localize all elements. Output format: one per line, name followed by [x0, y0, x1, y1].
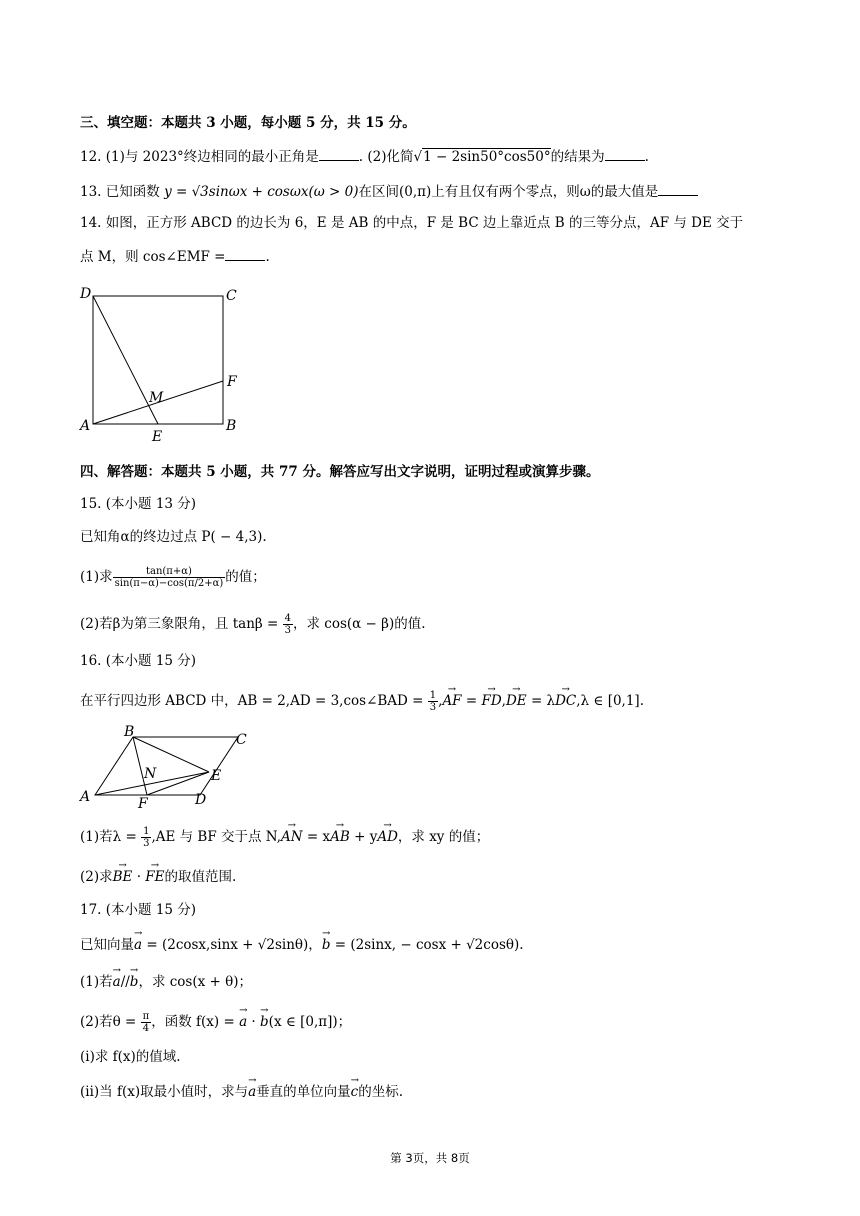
q16-eq2: = λ — [526, 693, 556, 709]
label-f: F — [227, 374, 237, 390]
vec-af: → AF — [442, 691, 461, 711]
label-e2: E — [211, 768, 222, 784]
vec-b: → b — [322, 935, 331, 955]
label-c2: C — [236, 732, 247, 748]
section4-title: 四、解答题：本题共 5 小题，共 77 分。解答应写出文字说明，证明过程或演算步骤。 — [80, 464, 600, 480]
q17-p2-end: (x ∈ [0,π])； — [268, 1014, 352, 1030]
label-c: C — [226, 288, 237, 304]
q15-p2-suffix: ，求 cos(α − β)的值. — [292, 616, 426, 632]
question-12: 12. (1)与 2023°终边相同的最小正角是 . (2)化简√1 − 2sin50°cos50°的结果为 . — [80, 146, 649, 167]
q16-given-den: 3 — [429, 702, 437, 713]
q16-p2-end: 的取值范围. — [164, 869, 237, 885]
vec-de: → DE — [506, 691, 527, 711]
q16-p1-eq: = x — [302, 829, 331, 845]
label-a: A — [80, 418, 91, 434]
q16-header: 16. (本小题 15 分) — [80, 653, 197, 669]
q15-p1-den: sin(π−α)−cos(π/2+α) — [114, 578, 224, 589]
label-d2: D — [195, 792, 207, 808]
q15-given: 已知角α的终边过点 P( − 4,3). — [80, 529, 267, 545]
q12-radicand: 1 − 2sin50°cos50° — [423, 149, 551, 165]
vec-fd: → FD — [481, 691, 501, 711]
q12-part1: 12. (1)与 2023°终边相同的最小正角是 — [80, 149, 319, 165]
q12-blank-1 — [319, 146, 359, 161]
q17-pii-mid: 垂直的单位向量 — [256, 1084, 351, 1100]
q13-blank — [658, 181, 698, 196]
q17-pii-end: 的坐标. — [358, 1084, 404, 1100]
q16-part2 — [80, 867, 236, 887]
section3-title: 三、填空题：本题共 3 小题，每小题 5 分，共 15 分。 — [80, 115, 416, 131]
label-f2: F — [138, 796, 148, 812]
figure-parallelogram — [70, 722, 270, 812]
q14-end: . — [265, 249, 270, 265]
q14-line2-text: 点 M，则 cos∠EMF = — [80, 249, 226, 265]
q15-p2-den: 3 — [284, 625, 291, 636]
q16-p2-dot: · — [132, 869, 146, 885]
vec-a-pii: → a — [248, 1082, 256, 1102]
label-e: E — [152, 429, 163, 445]
q17-given-prefix: 已知向量 — [80, 937, 134, 953]
q16-given-end: ,λ ∈ [0,1]. — [576, 693, 644, 709]
q16-eq1: = — [461, 693, 482, 709]
q17-p1-prefix: (1)若 — [80, 974, 113, 990]
q17-part2-i: (ⅰ)求 f(x)的值域. — [80, 1049, 181, 1065]
vec-b-p1: → b — [130, 972, 139, 992]
q17-part1 — [80, 972, 252, 992]
q14-blank — [225, 246, 265, 261]
q17-given — [80, 935, 524, 955]
q16-given-fraction — [428, 690, 438, 713]
label-a2: A — [80, 789, 91, 805]
parallelogram-abcd — [95, 737, 238, 795]
q12-part2: . (2)化简 — [358, 149, 414, 165]
q17-p2-mid: ，函数 f(x) = — [151, 1014, 240, 1030]
q17-p2-den: 4 — [142, 1023, 150, 1034]
vec-ad: → AD — [377, 827, 398, 847]
q17-part2 — [80, 1011, 351, 1034]
page-footer: 第 3页，共 8页 — [390, 1151, 470, 1165]
q12-part3: 的结果为 — [550, 149, 605, 165]
q17-p2-fraction — [141, 1011, 152, 1034]
vec-an: → AN — [281, 827, 303, 847]
q13-prefix: 13. 已知函数 — [80, 184, 165, 200]
q13-suffix: 在区间(0,π)上有且仅有两个零点，则ω的最大值是 — [358, 184, 659, 200]
q16-p1-prefix: (1)若λ = — [80, 829, 142, 845]
q17-pii-prefix: (ⅱ)当 f(x)取最小值时，求与 — [80, 1084, 249, 1100]
vec-fe: → FE — [145, 867, 164, 887]
q17-p2-dot: · — [247, 1014, 261, 1030]
label-d: D — [80, 286, 92, 302]
q16-p1-end: ，求 xy 的值； — [397, 829, 490, 845]
q17-p1-end: ，求 cos(x + θ)； — [138, 974, 253, 990]
q16-p1-plus: + y — [349, 829, 378, 845]
q17-given-b: = (2sinx, − cosx + √2cosθ). — [330, 937, 524, 953]
q15-p1-suffix: 的值； — [225, 569, 266, 585]
q17-part2-ii — [80, 1082, 403, 1102]
q17-given-a: = (2cosx,sinx + √2sinθ)， — [142, 937, 322, 953]
vec-c: → c — [351, 1082, 359, 1102]
q17-p1-parallel: // — [120, 974, 130, 990]
q15-part1 — [80, 566, 266, 589]
q15-p1-prefix: (1)求 — [80, 569, 113, 585]
q15-p2-fraction — [283, 613, 293, 636]
q15-p1-num: tan(π+α) — [113, 566, 226, 578]
q13-formula: y = √3sinωx + cosωx(ω > 0) — [164, 184, 359, 200]
q16-p1-den: 3 — [143, 838, 150, 849]
vec-be: → BE — [113, 867, 133, 887]
q16-given-num: 1 — [429, 690, 437, 701]
vec-b-p2: → b — [260, 1012, 269, 1032]
q15-p1-fraction — [113, 566, 226, 589]
q16-p1-fraction — [141, 826, 151, 849]
q16-part1 — [80, 826, 489, 849]
q16-given — [80, 690, 644, 713]
q17-p2-prefix: (2)若θ = — [80, 1014, 141, 1030]
question-14-line2 — [80, 246, 270, 267]
label-n2: N — [144, 766, 157, 782]
q16-comma2: , — [501, 693, 506, 709]
q15-p2-num: 4 — [284, 613, 291, 624]
question-13 — [80, 181, 698, 202]
q15-part2 — [80, 613, 426, 636]
q16-given-comma1: , — [438, 693, 443, 709]
q16-p1-mid: ,AE 与 BF 交于点 N, — [151, 829, 282, 845]
figure-square — [70, 280, 260, 445]
vec-a-p1: → a — [113, 972, 121, 992]
label-b: B — [226, 418, 237, 434]
q12-end: . — [644, 149, 649, 165]
q16-p1-num: 1 — [143, 826, 150, 837]
q15-p2-prefix: (2)若β为第三象限角，且 tanβ = — [80, 616, 283, 632]
vec-a-p2: → a — [239, 1012, 247, 1032]
vec-a: → a — [134, 935, 142, 955]
vec-dc: → DC — [555, 691, 576, 711]
label-m: M — [149, 390, 164, 406]
q12-blank-2 — [605, 146, 645, 161]
question-14-line1: 14. 如图，正方形 ABCD 的边长为 6，E 是 AB 的中点，F 是 BC 边上靠近点 B 的三等分点，AF 与 DE 交于 — [80, 215, 744, 231]
q17-p2-num: π — [142, 1011, 150, 1022]
q16-given-prefix: 在平行四边形 ABCD 中，AB = 2,AD = 3,cos∠BAD = — [80, 693, 428, 709]
label-b2: B — [124, 724, 135, 740]
q17-header: 17. (本小题 15 分) — [80, 902, 197, 918]
q16-p2-prefix: (2)求 — [80, 869, 113, 885]
vec-ab: → AB — [330, 827, 350, 847]
q15-header: 15. (本小题 13 分) — [80, 496, 197, 512]
